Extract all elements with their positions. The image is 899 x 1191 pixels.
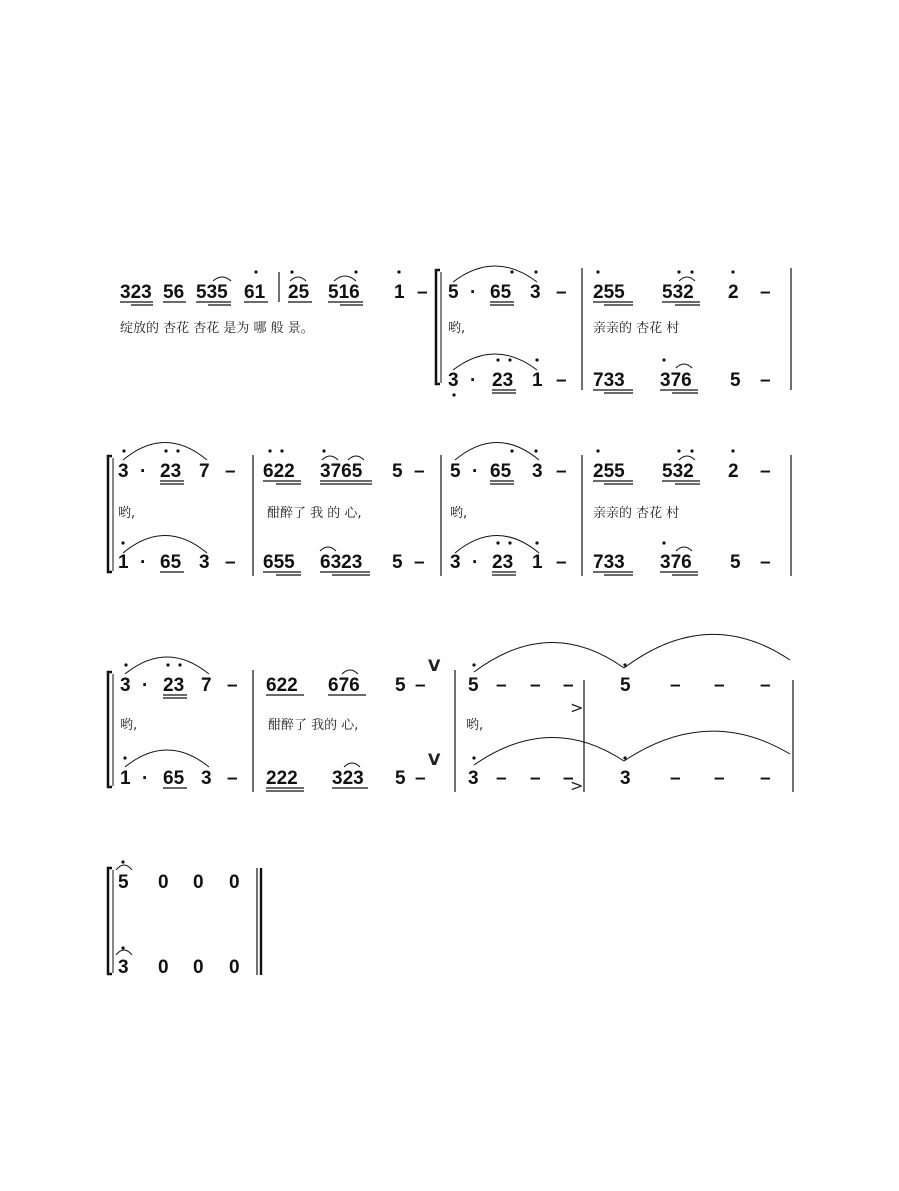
fermata <box>116 950 132 955</box>
note: 5 <box>118 872 129 893</box>
dash: – <box>414 461 425 482</box>
dash: – <box>496 768 507 789</box>
dash: – <box>556 461 567 482</box>
note-group: 376 <box>660 370 692 391</box>
dot: · <box>140 552 147 573</box>
note-group: 622 <box>266 675 298 696</box>
lyric-line: 酣醉了 我 的 心, <box>267 506 362 521</box>
note: 3 <box>620 768 631 789</box>
note-group: 532 <box>662 282 694 303</box>
note-group: 516 <box>328 282 360 303</box>
note-group: 6323 <box>320 552 363 573</box>
dash: – <box>225 461 236 482</box>
dash: – <box>556 282 567 303</box>
dot: · <box>470 282 477 303</box>
dash: – <box>563 768 574 789</box>
lyric-line: 亲亲的 杏花 村 <box>593 321 680 336</box>
dash: – <box>563 675 574 696</box>
dash: – <box>670 675 681 696</box>
rest: 0 <box>158 872 169 893</box>
rest: 0 <box>229 957 240 978</box>
accent-mark: > <box>570 776 584 795</box>
note-group: 23 <box>163 675 185 696</box>
lyric: 哟, <box>466 718 484 733</box>
note-group: 323 <box>332 768 364 789</box>
note-group: 56 <box>163 282 185 303</box>
lyric: 哟, <box>120 718 138 733</box>
dash: – <box>714 675 725 696</box>
note: 3 <box>199 552 210 573</box>
note: 3 <box>532 461 543 482</box>
slur <box>123 536 207 554</box>
note: 5 <box>468 675 479 696</box>
note-group: 255 <box>593 282 625 303</box>
breath-mark: V <box>428 656 441 675</box>
note-group: 65 <box>160 552 182 573</box>
note: 3 <box>448 370 459 391</box>
dash: – <box>225 552 236 573</box>
dash: – <box>530 675 541 696</box>
dot: · <box>142 675 149 696</box>
note-group: 65 <box>490 282 512 303</box>
note-group: 23 <box>492 552 514 573</box>
note: 1 <box>120 768 131 789</box>
note-group: 733 <box>593 370 625 391</box>
note: 5 <box>392 552 403 573</box>
note-group: 376 <box>660 552 692 573</box>
tie <box>474 642 624 672</box>
note-group: 323 <box>120 282 152 303</box>
note-group: 676 <box>328 675 360 696</box>
rest: 0 <box>229 872 240 893</box>
lyric: 哟, <box>450 506 468 521</box>
dash: – <box>760 370 771 391</box>
slur <box>676 364 692 368</box>
slur <box>455 536 539 554</box>
slur <box>125 750 209 767</box>
note: 5 <box>450 461 461 482</box>
rest: 0 <box>193 957 204 978</box>
dot: · <box>470 370 477 391</box>
slur <box>348 456 364 460</box>
note: 7 <box>199 461 210 482</box>
note: 3 <box>120 675 131 696</box>
note: 1 <box>394 282 405 303</box>
note: 2 <box>728 461 739 482</box>
slur <box>322 456 338 460</box>
note: 5 <box>395 675 406 696</box>
note-group: 23 <box>160 461 182 482</box>
note: 7 <box>201 675 212 696</box>
dash: – <box>414 552 425 573</box>
system-bracket <box>108 868 112 974</box>
rest: 0 <box>193 872 204 893</box>
dash: – <box>760 675 771 696</box>
slur <box>453 266 537 282</box>
note: 3 <box>201 768 212 789</box>
slur <box>453 354 537 370</box>
lyric-line: 绽放的 杏花 杏花 是为 哪 般 景。 <box>120 321 314 336</box>
slur <box>679 456 695 460</box>
note: 5 <box>620 675 631 696</box>
dash: – <box>760 282 771 303</box>
note: 1 <box>118 552 129 573</box>
slur <box>455 443 539 461</box>
dot: · <box>472 552 479 573</box>
slur <box>320 547 336 551</box>
dash: – <box>760 768 771 789</box>
note: 2 <box>728 282 739 303</box>
slur <box>342 670 358 674</box>
note: 3 <box>118 957 129 978</box>
dash: – <box>530 768 541 789</box>
note: 5 <box>448 282 459 303</box>
slur <box>213 277 231 281</box>
note: 5 <box>392 461 403 482</box>
note: 1 <box>532 370 543 391</box>
tie <box>474 737 624 765</box>
dash: – <box>417 282 428 303</box>
note-group: 23 <box>492 370 514 391</box>
note-group: 733 <box>593 552 625 573</box>
slur <box>676 547 692 551</box>
note: 5 <box>730 370 741 391</box>
note: 5 <box>395 768 406 789</box>
note: 1 <box>532 552 543 573</box>
lyric: 哟, <box>448 321 466 336</box>
dot: · <box>140 461 147 482</box>
dash: – <box>227 675 238 696</box>
dash: – <box>670 768 681 789</box>
system-bracket <box>108 456 112 572</box>
note-group: 532 <box>662 461 694 482</box>
lyric-line: 酣醉了 我的 心, <box>268 718 359 733</box>
tie <box>624 634 790 668</box>
system-bracket <box>108 672 112 787</box>
slur <box>334 276 356 281</box>
note-group: 25 <box>288 282 310 303</box>
rest: 0 <box>158 957 169 978</box>
note: 5 <box>730 552 741 573</box>
dash: – <box>556 552 567 573</box>
dash: – <box>496 675 507 696</box>
system-bracket <box>436 270 440 384</box>
dash: – <box>760 552 771 573</box>
note-group: 622 <box>263 461 295 482</box>
note: 3 <box>450 552 461 573</box>
slur <box>344 763 360 767</box>
note-group: 535 <box>196 282 228 303</box>
lyric-line: 亲亲的 杏花 村 <box>593 506 680 521</box>
dash: – <box>556 370 567 391</box>
note-group: 255 <box>593 461 625 482</box>
dash: – <box>714 768 725 789</box>
slur <box>290 277 306 281</box>
lyric: 哟, <box>118 506 136 521</box>
tie <box>624 731 790 761</box>
dash: – <box>415 675 426 696</box>
note: 3 <box>530 282 541 303</box>
dash: – <box>415 768 426 789</box>
dot: · <box>472 461 479 482</box>
note: 3 <box>468 768 479 789</box>
dot: · <box>142 768 149 789</box>
note-group: 3765 <box>320 461 363 482</box>
dash: – <box>760 461 771 482</box>
fermata <box>116 865 132 870</box>
note-group: 65 <box>163 768 185 789</box>
accent-mark: > <box>570 698 584 717</box>
slur <box>679 277 695 281</box>
note: 3 <box>118 461 129 482</box>
note-group: 222 <box>266 768 298 789</box>
dash: – <box>227 768 238 789</box>
note-group: 61 <box>244 282 266 303</box>
note-group: 65 <box>490 461 512 482</box>
breath-mark: V <box>428 750 441 769</box>
note-group: 655 <box>263 552 295 573</box>
